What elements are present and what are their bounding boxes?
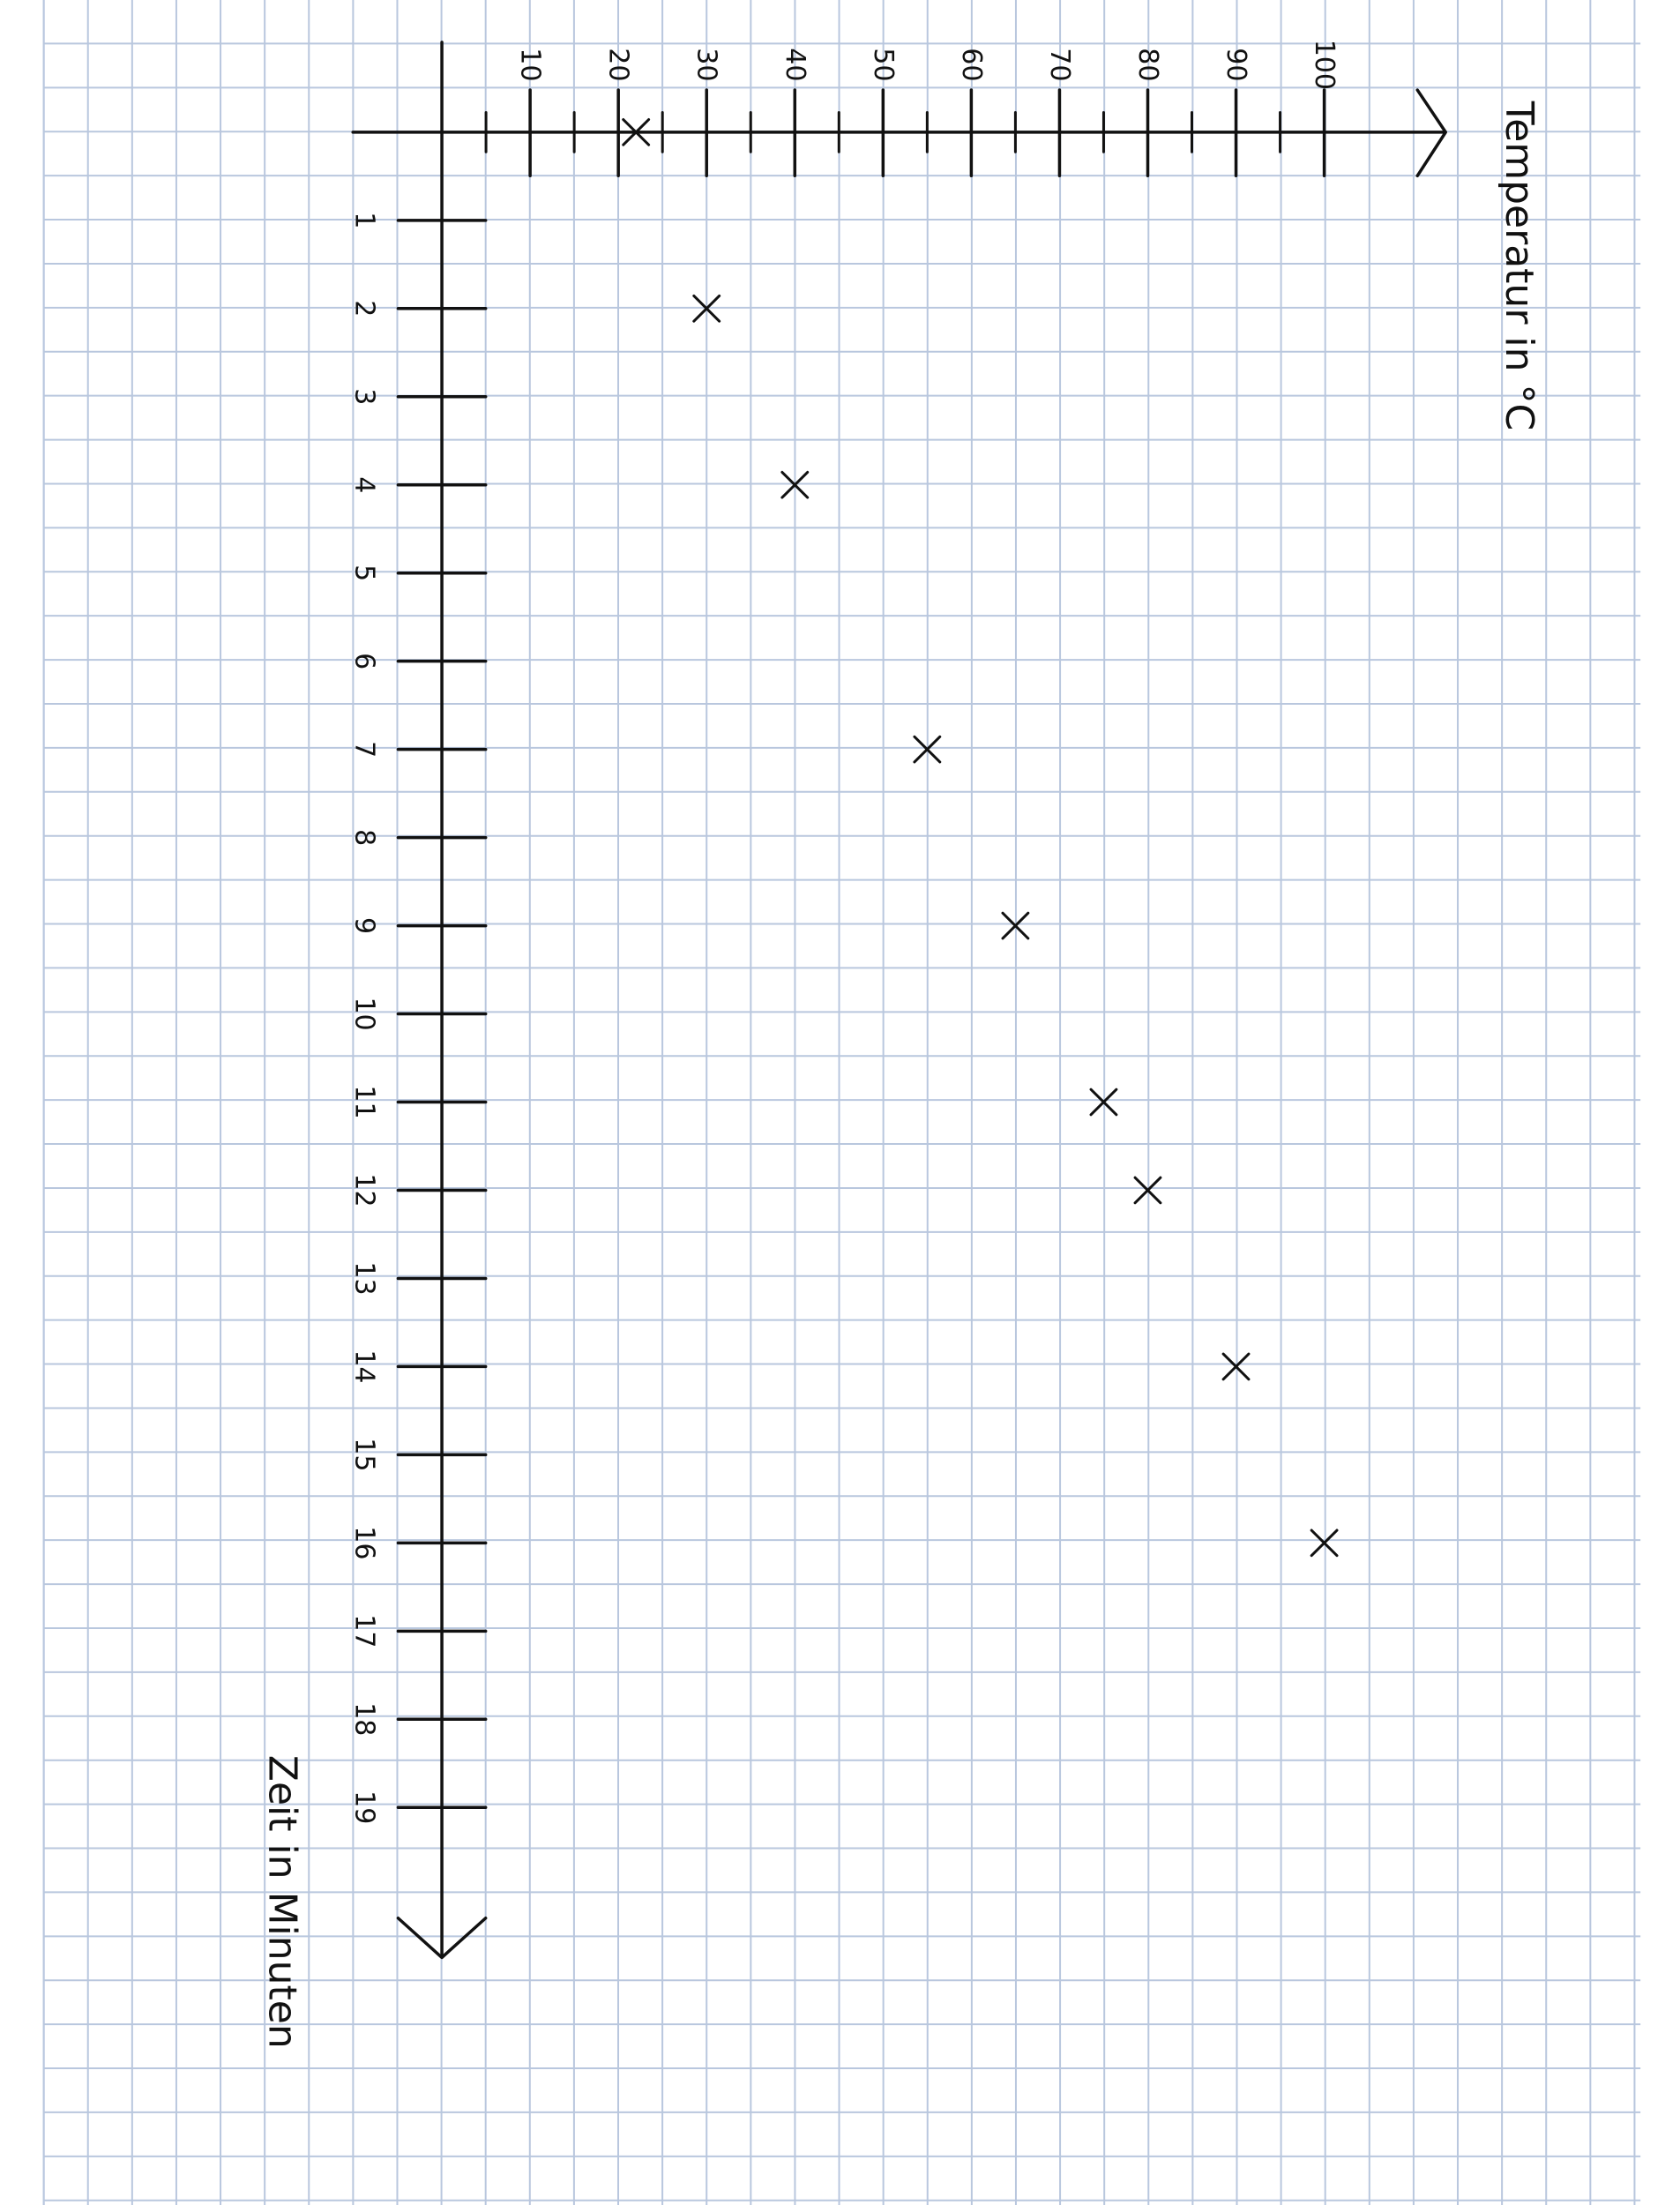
time-tick-label: 4 [348, 476, 380, 494]
time-tick-label: 17 [348, 1614, 380, 1648]
labels [260, 40, 1542, 2049]
temperature-tick-label: 80 [1131, 48, 1163, 82]
temperature-tick-label: 90 [1221, 48, 1252, 82]
time-tick-label: 13 [348, 1261, 380, 1296]
time-axis-title: Zeit in Minuten [259, 1754, 305, 2049]
time-tick-label: 18 [348, 1702, 380, 1737]
temperature-tick-label: 20 [602, 48, 634, 82]
time-tick-label: 10 [348, 997, 380, 1031]
ticks [398, 90, 1324, 1807]
time-tick-label: 1 [348, 212, 380, 229]
time-tick-label: 6 [348, 653, 380, 670]
time-tick-label: 16 [348, 1526, 380, 1560]
data-point [1311, 1530, 1337, 1556]
temperature-tick-label: 30 [691, 48, 722, 82]
temperature-tick-label: 50 [867, 48, 899, 82]
time-tick-label: 11 [348, 1085, 380, 1119]
time-tick-label: 12 [348, 1173, 380, 1207]
time-tick-label: 15 [348, 1438, 380, 1472]
temperature-tick-label: 100 [1309, 39, 1340, 90]
time-tick-label: 5 [348, 564, 380, 582]
time-tick-label: 19 [348, 1790, 380, 1825]
time-tick-label: 14 [348, 1349, 380, 1384]
temperature-tick-label: 40 [779, 48, 810, 82]
temperature-axis-title: Temperatur in °C [1497, 101, 1542, 431]
time-tick-label: 3 [348, 388, 380, 406]
temperature-tick-label: 70 [1043, 48, 1075, 82]
time-tick-label: 8 [348, 829, 380, 847]
time-tick-label: 2 [348, 300, 380, 318]
temperature-tick-label: 60 [955, 48, 987, 82]
data-points [623, 120, 1337, 1556]
temperature-tick-label: 10 [514, 48, 546, 82]
time-tick-label: 7 [348, 741, 380, 759]
time-tick-label: 9 [348, 917, 380, 935]
